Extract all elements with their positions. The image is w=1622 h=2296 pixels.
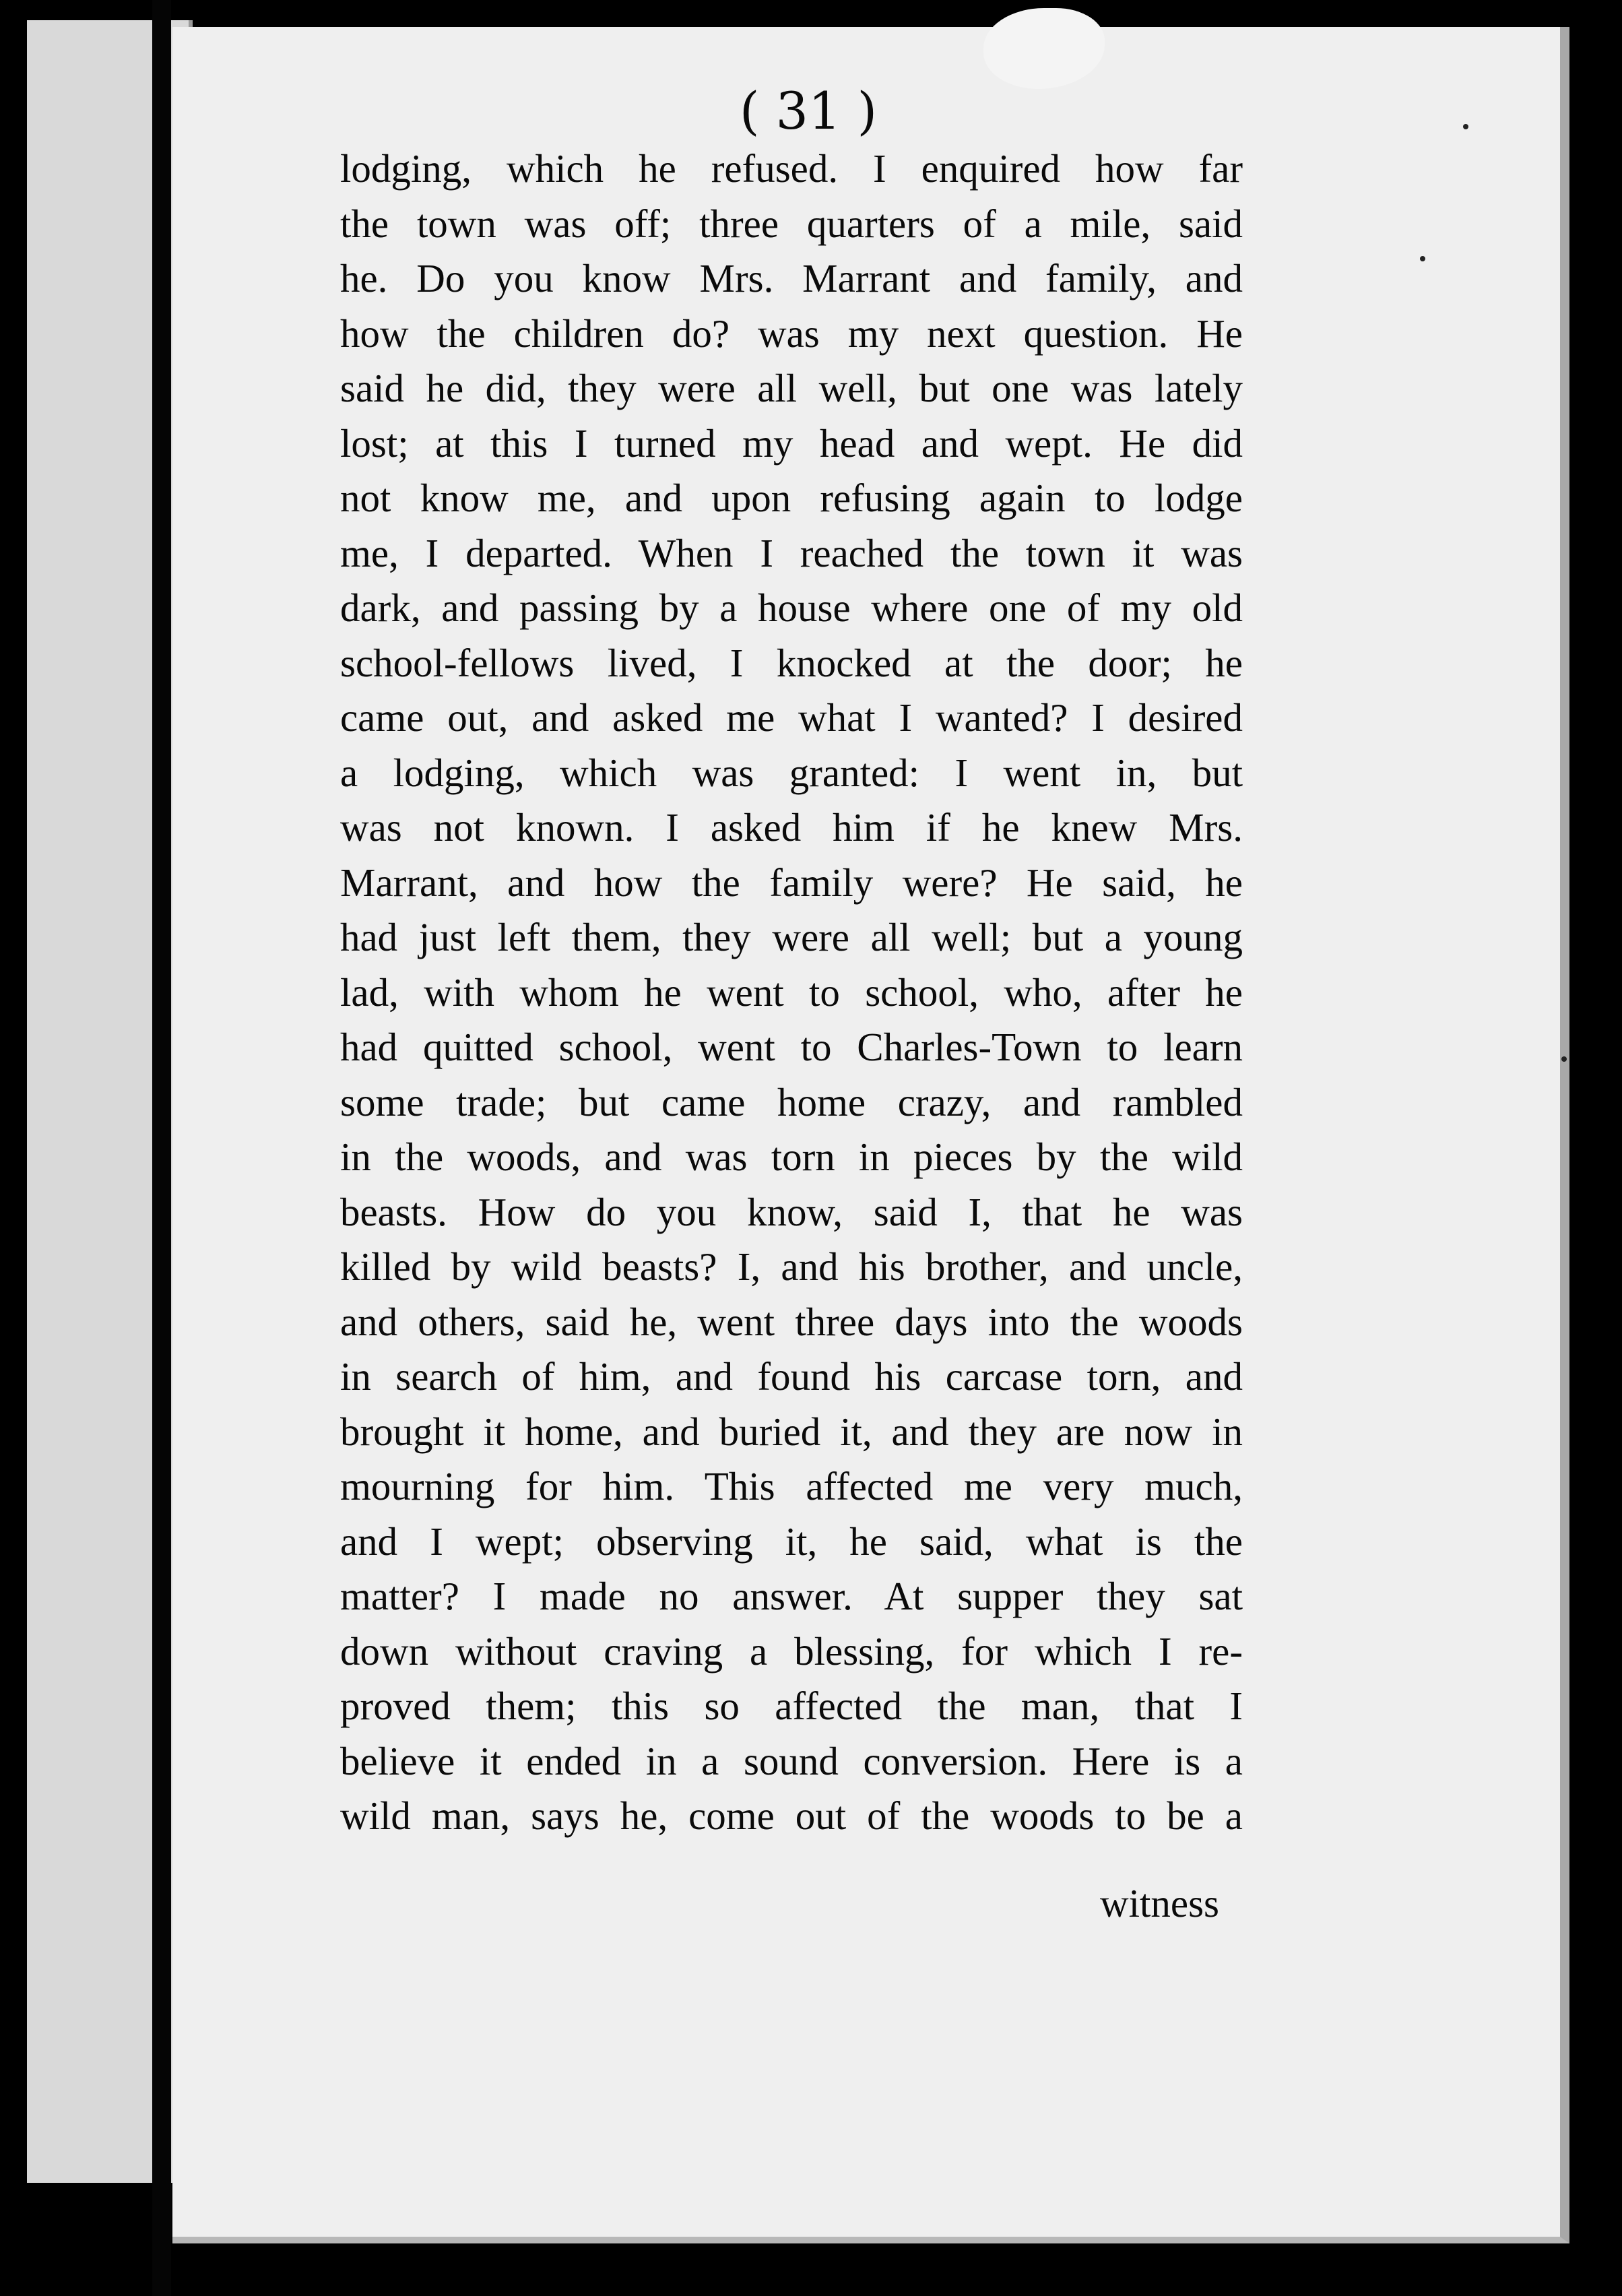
text-line: a lodging, which was granted: I went in, but [340,750,1243,795]
text-line: was not known. I asked him if he knew Mrs. [340,805,1243,850]
text-line: dark, and passing by a house where one of my old [340,585,1243,630]
text-line: brought it home, and buried it, and they are now in [340,1409,1243,1454]
text-line: how the children do? was my next question. He [340,311,1243,356]
text-line: in the woods, and was torn in pieces by the wild [340,1135,1243,1179]
text-line: beasts. How do you know, said I, that he was [340,1189,1243,1234]
text-line: believe it ended in a sound conversion. Here is a [340,1738,1243,1783]
text-line: lodging, which he refused. I enquired how far [340,146,1243,191]
ink-speck [1561,1056,1567,1062]
catchword: witness [1100,1881,1219,1925]
text-line: mourning for him. This affected me very much, [340,1464,1243,1508]
text-line: proved them; this so affected the man, that I [340,1684,1243,1728]
text-line: said he did, they were all well, but one was lately [340,366,1243,410]
book-gutter [152,0,171,2296]
text-line: and others, said he, went three days into the woods [340,1299,1243,1344]
text-line: lad, with whom he went to school, who, after he [340,969,1243,1015]
ink-speck [1463,124,1468,129]
text-line: the town was off; three quarters of a mile, said [340,201,1243,246]
body-text [340,141,1243,1844]
page-number: ( 31 ) [739,81,878,141]
text-line: lost; at this I turned my head and wept. He did [340,420,1243,466]
text-line: not know me, and upon refusing again to lodge [340,476,1243,520]
text-line: in search of him, and found his carcase torn, and [340,1354,1243,1399]
text-line: some trade; but came home crazy, and rambled [340,1079,1243,1124]
text-line: came out, and asked me what I wanted? I desired [340,695,1243,740]
text-line: wild man, says he, come out of the woods to be a [340,1793,1243,1838]
text-line: had just left them, they were all well; but a young [340,915,1243,959]
text-line: school-fellows lived, I knocked at the door; he [340,640,1243,685]
ink-speck [1420,256,1425,261]
text-line: me, I departed. When I reached the town it was [340,530,1243,575]
text-line: killed by wild beasts? I, and his brother, and uncle, [340,1244,1243,1289]
text-line: Marrant, and how the family were? He said, he [340,860,1243,905]
text-line: and I wept; observing it, he said, what is the [340,1519,1243,1564]
text-line: he. Do you know Mrs. Marrant and family, and [340,256,1243,300]
text-line: down without craving a blessing, for which I re- [340,1628,1243,1673]
text-line: had quitted school, went to Charles-Town to learn [340,1025,1243,1069]
text-line: matter? I made no answer. At supper they sat [340,1574,1243,1618]
